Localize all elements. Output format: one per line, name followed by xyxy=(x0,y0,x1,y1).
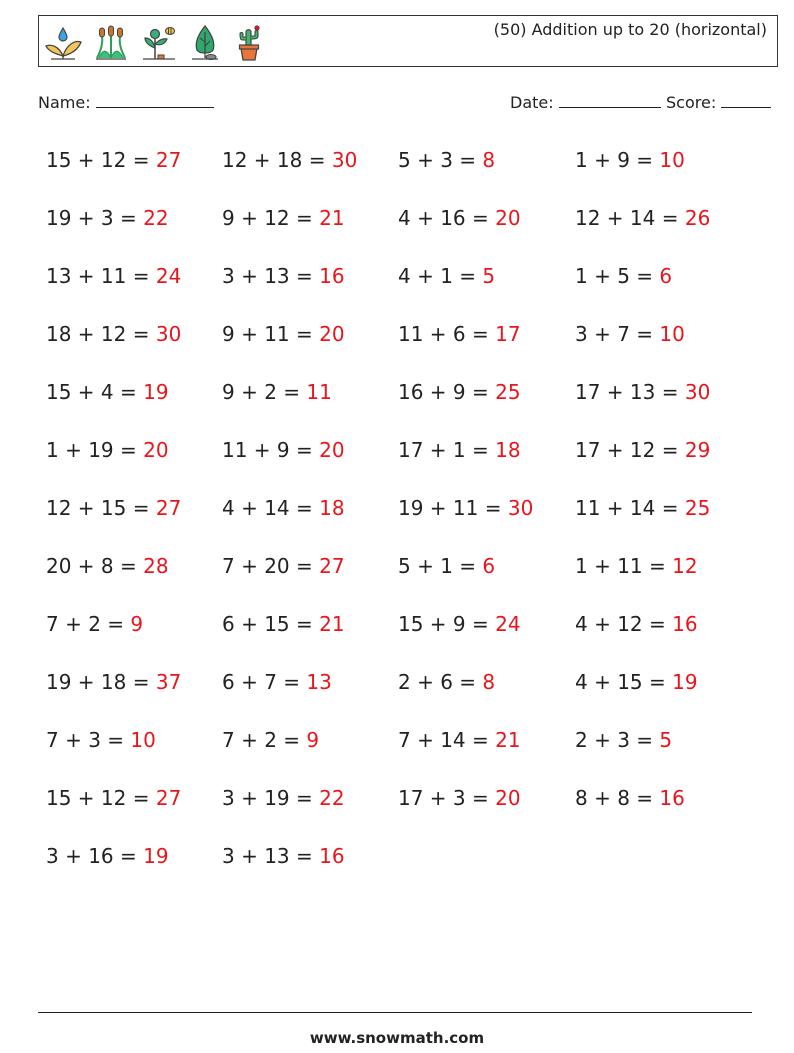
problem-answer: 30 xyxy=(155,322,182,346)
problem-question: 3 + 19 = xyxy=(222,786,320,810)
problem-question: 15 + 12 = xyxy=(46,786,156,810)
worksheet-header xyxy=(38,15,778,67)
problem-answer: 9 xyxy=(306,728,320,752)
problem-question: 4 + 12 = xyxy=(575,612,673,636)
problem-question: 18 + 12 = xyxy=(46,322,156,346)
problem-item xyxy=(222,206,345,230)
problem-question: 12 + 15 = xyxy=(46,496,156,520)
problem-item xyxy=(398,496,533,520)
problem-answer: 21 xyxy=(495,728,521,752)
problem-question: 1 + 11 = xyxy=(575,554,673,578)
problem-item xyxy=(575,496,710,520)
date-label: Date: xyxy=(510,93,554,112)
problem-item xyxy=(575,728,672,752)
problem-item xyxy=(222,844,345,868)
problem-item xyxy=(46,264,181,288)
problem-answer: 17 xyxy=(495,322,521,346)
problem-answer: 30 xyxy=(507,496,534,520)
problem-answer: 13 xyxy=(306,670,332,694)
problem-item xyxy=(222,612,345,636)
problem-answer: 16 xyxy=(319,264,345,288)
problem-question: 15 + 4 = xyxy=(46,380,144,404)
footer-site: www.snowmath.com xyxy=(309,1029,485,1047)
problem-item xyxy=(575,380,710,404)
problem-answer: 5 xyxy=(482,264,496,288)
problem-answer: 6 xyxy=(659,264,673,288)
problem-question: 16 + 9 = xyxy=(398,380,496,404)
problem-answer: 12 xyxy=(672,554,698,578)
problem-question: 3 + 16 = xyxy=(46,844,144,868)
problem-question: 5 + 1 = xyxy=(398,554,483,578)
problem-question: 7 + 14 = xyxy=(398,728,496,752)
problem-item xyxy=(222,322,345,346)
problem-item xyxy=(575,438,710,462)
score-blank[interactable] xyxy=(721,93,771,108)
problem-answer: 37 xyxy=(155,670,182,694)
problem-item xyxy=(575,322,685,346)
problem-answer: 5 xyxy=(659,728,673,752)
problem-item xyxy=(46,612,143,636)
problem-item xyxy=(398,670,495,694)
problem-question: 5 + 3 = xyxy=(398,148,483,172)
problem-answer: 22 xyxy=(319,786,345,810)
problem-answer: 16 xyxy=(672,612,698,636)
problem-item xyxy=(222,786,345,810)
problem-answer: 30 xyxy=(684,380,711,404)
problem-question: 6 + 15 = xyxy=(222,612,320,636)
problem-question: 17 + 3 = xyxy=(398,786,496,810)
problem-answer: 24 xyxy=(495,612,521,636)
problem-item xyxy=(222,380,332,404)
problem-question: 7 + 20 = xyxy=(222,554,320,578)
problem-question: 4 + 1 = xyxy=(398,264,483,288)
problem-question: 7 + 3 = xyxy=(46,728,131,752)
problem-item xyxy=(575,206,710,230)
problem-question: 9 + 2 = xyxy=(222,380,307,404)
problem-answer: 20 xyxy=(495,786,521,810)
problem-answer: 10 xyxy=(130,728,156,752)
problem-item xyxy=(398,786,521,810)
footer-divider xyxy=(38,1012,752,1013)
problem-question: 8 + 8 = xyxy=(575,786,660,810)
problem-question: 3 + 13 = xyxy=(222,844,320,868)
problem-answer: 20 xyxy=(319,438,345,462)
problem-question: 20 + 8 = xyxy=(46,554,144,578)
problem-item xyxy=(46,148,181,172)
problem-item xyxy=(575,786,685,810)
problem-item xyxy=(46,322,181,346)
problem-answer: 20 xyxy=(319,322,345,346)
problem-item xyxy=(46,496,181,520)
problem-answer: 28 xyxy=(143,554,169,578)
decorative-icons xyxy=(43,20,267,64)
problem-question: 4 + 16 = xyxy=(398,206,496,230)
problem-question: 2 + 3 = xyxy=(575,728,660,752)
problem-item xyxy=(398,264,495,288)
problem-question: 1 + 19 = xyxy=(46,438,144,462)
problem-question: 11 + 9 = xyxy=(222,438,320,462)
problem-answer: 24 xyxy=(155,264,182,288)
problem-answer: 16 xyxy=(319,844,345,868)
problem-item xyxy=(575,264,672,288)
problem-item xyxy=(46,380,169,404)
problem-answer: 18 xyxy=(495,438,521,462)
problem-answer: 21 xyxy=(319,206,345,230)
problem-question: 4 + 15 = xyxy=(575,670,673,694)
problem-question: 19 + 3 = xyxy=(46,206,144,230)
problem-question: 1 + 5 = xyxy=(575,264,660,288)
problem-answer: 27 xyxy=(155,786,182,810)
problem-item xyxy=(398,438,521,462)
problem-answer: 6 xyxy=(482,554,496,578)
problem-question: 17 + 13 = xyxy=(575,380,685,404)
problem-question: 15 + 9 = xyxy=(398,612,496,636)
problem-answer: 10 xyxy=(659,148,685,172)
problem-answer: 19 xyxy=(143,380,169,404)
tree-icon xyxy=(189,22,221,62)
problem-item xyxy=(575,670,698,694)
problem-item xyxy=(222,148,357,172)
problem-item xyxy=(222,496,345,520)
problem-question: 3 + 7 = xyxy=(575,322,660,346)
problem-question: 2 + 6 = xyxy=(398,670,483,694)
problem-item xyxy=(398,148,495,172)
problem-item xyxy=(398,728,521,752)
problem-item xyxy=(222,554,345,578)
problem-answer: 10 xyxy=(659,322,685,346)
problem-question: 7 + 2 = xyxy=(46,612,131,636)
problem-item xyxy=(222,670,332,694)
name-field[interactable] xyxy=(38,93,214,112)
problem-question: 19 + 11 = xyxy=(398,496,508,520)
problem-item xyxy=(575,554,698,578)
problem-question: 4 + 14 = xyxy=(222,496,320,520)
problem-question: 7 + 2 = xyxy=(222,728,307,752)
problem-question: 9 + 11 = xyxy=(222,322,320,346)
problem-answer: 19 xyxy=(143,844,169,868)
problem-item xyxy=(575,612,698,636)
problem-question: 12 + 18 = xyxy=(222,148,332,172)
problem-question: 11 + 14 = xyxy=(575,496,685,520)
problem-question: 11 + 6 = xyxy=(398,322,496,346)
problem-item xyxy=(398,322,521,346)
problem-item xyxy=(46,728,156,752)
problem-question: 3 + 13 = xyxy=(222,264,320,288)
problem-question: 12 + 14 = xyxy=(575,206,685,230)
problem-question: 6 + 7 = xyxy=(222,670,307,694)
problem-answer: 25 xyxy=(684,496,711,520)
problem-item xyxy=(222,438,345,462)
problem-question: 15 + 12 = xyxy=(46,148,156,172)
score-field[interactable] xyxy=(666,93,771,112)
problem-answer: 30 xyxy=(331,148,358,172)
problem-item xyxy=(46,786,181,810)
problem-question: 1 + 9 = xyxy=(575,148,660,172)
problem-item xyxy=(398,206,521,230)
problem-question: 9 + 12 = xyxy=(222,206,320,230)
cattail-icon xyxy=(93,22,129,62)
problem-answer: 20 xyxy=(143,438,169,462)
problem-answer: 29 xyxy=(684,438,711,462)
problem-answer: 27 xyxy=(319,554,345,578)
problem-answer: 22 xyxy=(143,206,169,230)
date-blank[interactable] xyxy=(559,93,661,108)
problem-item xyxy=(398,380,521,404)
problem-answer: 21 xyxy=(319,612,345,636)
problem-answer: 27 xyxy=(155,148,182,172)
problem-answer: 8 xyxy=(482,670,496,694)
problem-item xyxy=(46,554,169,578)
problem-item xyxy=(398,554,495,578)
problem-question: 13 + 11 = xyxy=(46,264,156,288)
plant-water-icon xyxy=(43,22,83,62)
score-label: Score: xyxy=(666,93,717,112)
name-label: Name: xyxy=(38,93,91,112)
name-blank[interactable] xyxy=(96,93,214,108)
problem-answer: 19 xyxy=(672,670,698,694)
problem-answer: 16 xyxy=(659,786,685,810)
problem-item xyxy=(575,148,685,172)
problem-answer: 18 xyxy=(319,496,345,520)
cactus-pot-icon xyxy=(231,22,267,62)
problem-answer: 25 xyxy=(495,380,521,404)
problem-question: 17 + 1 = xyxy=(398,438,496,462)
problem-answer: 27 xyxy=(155,496,182,520)
problem-answer: 20 xyxy=(495,206,521,230)
problem-question: 19 + 18 = xyxy=(46,670,156,694)
worksheet-title: (50) Addition up to 20 (horizontal) xyxy=(493,20,767,39)
problem-item xyxy=(398,612,521,636)
problem-answer: 9 xyxy=(130,612,144,636)
problem-item xyxy=(46,670,181,694)
problem-question: 17 + 12 = xyxy=(575,438,685,462)
flower-bee-icon xyxy=(139,22,179,62)
date-field[interactable] xyxy=(510,93,661,112)
problem-item xyxy=(46,844,169,868)
problem-item xyxy=(46,206,169,230)
problem-answer: 11 xyxy=(306,380,332,404)
problem-answer: 26 xyxy=(684,206,711,230)
problem-item xyxy=(46,438,169,462)
problem-item xyxy=(222,264,345,288)
problem-item xyxy=(222,728,319,752)
problem-answer: 8 xyxy=(482,148,496,172)
